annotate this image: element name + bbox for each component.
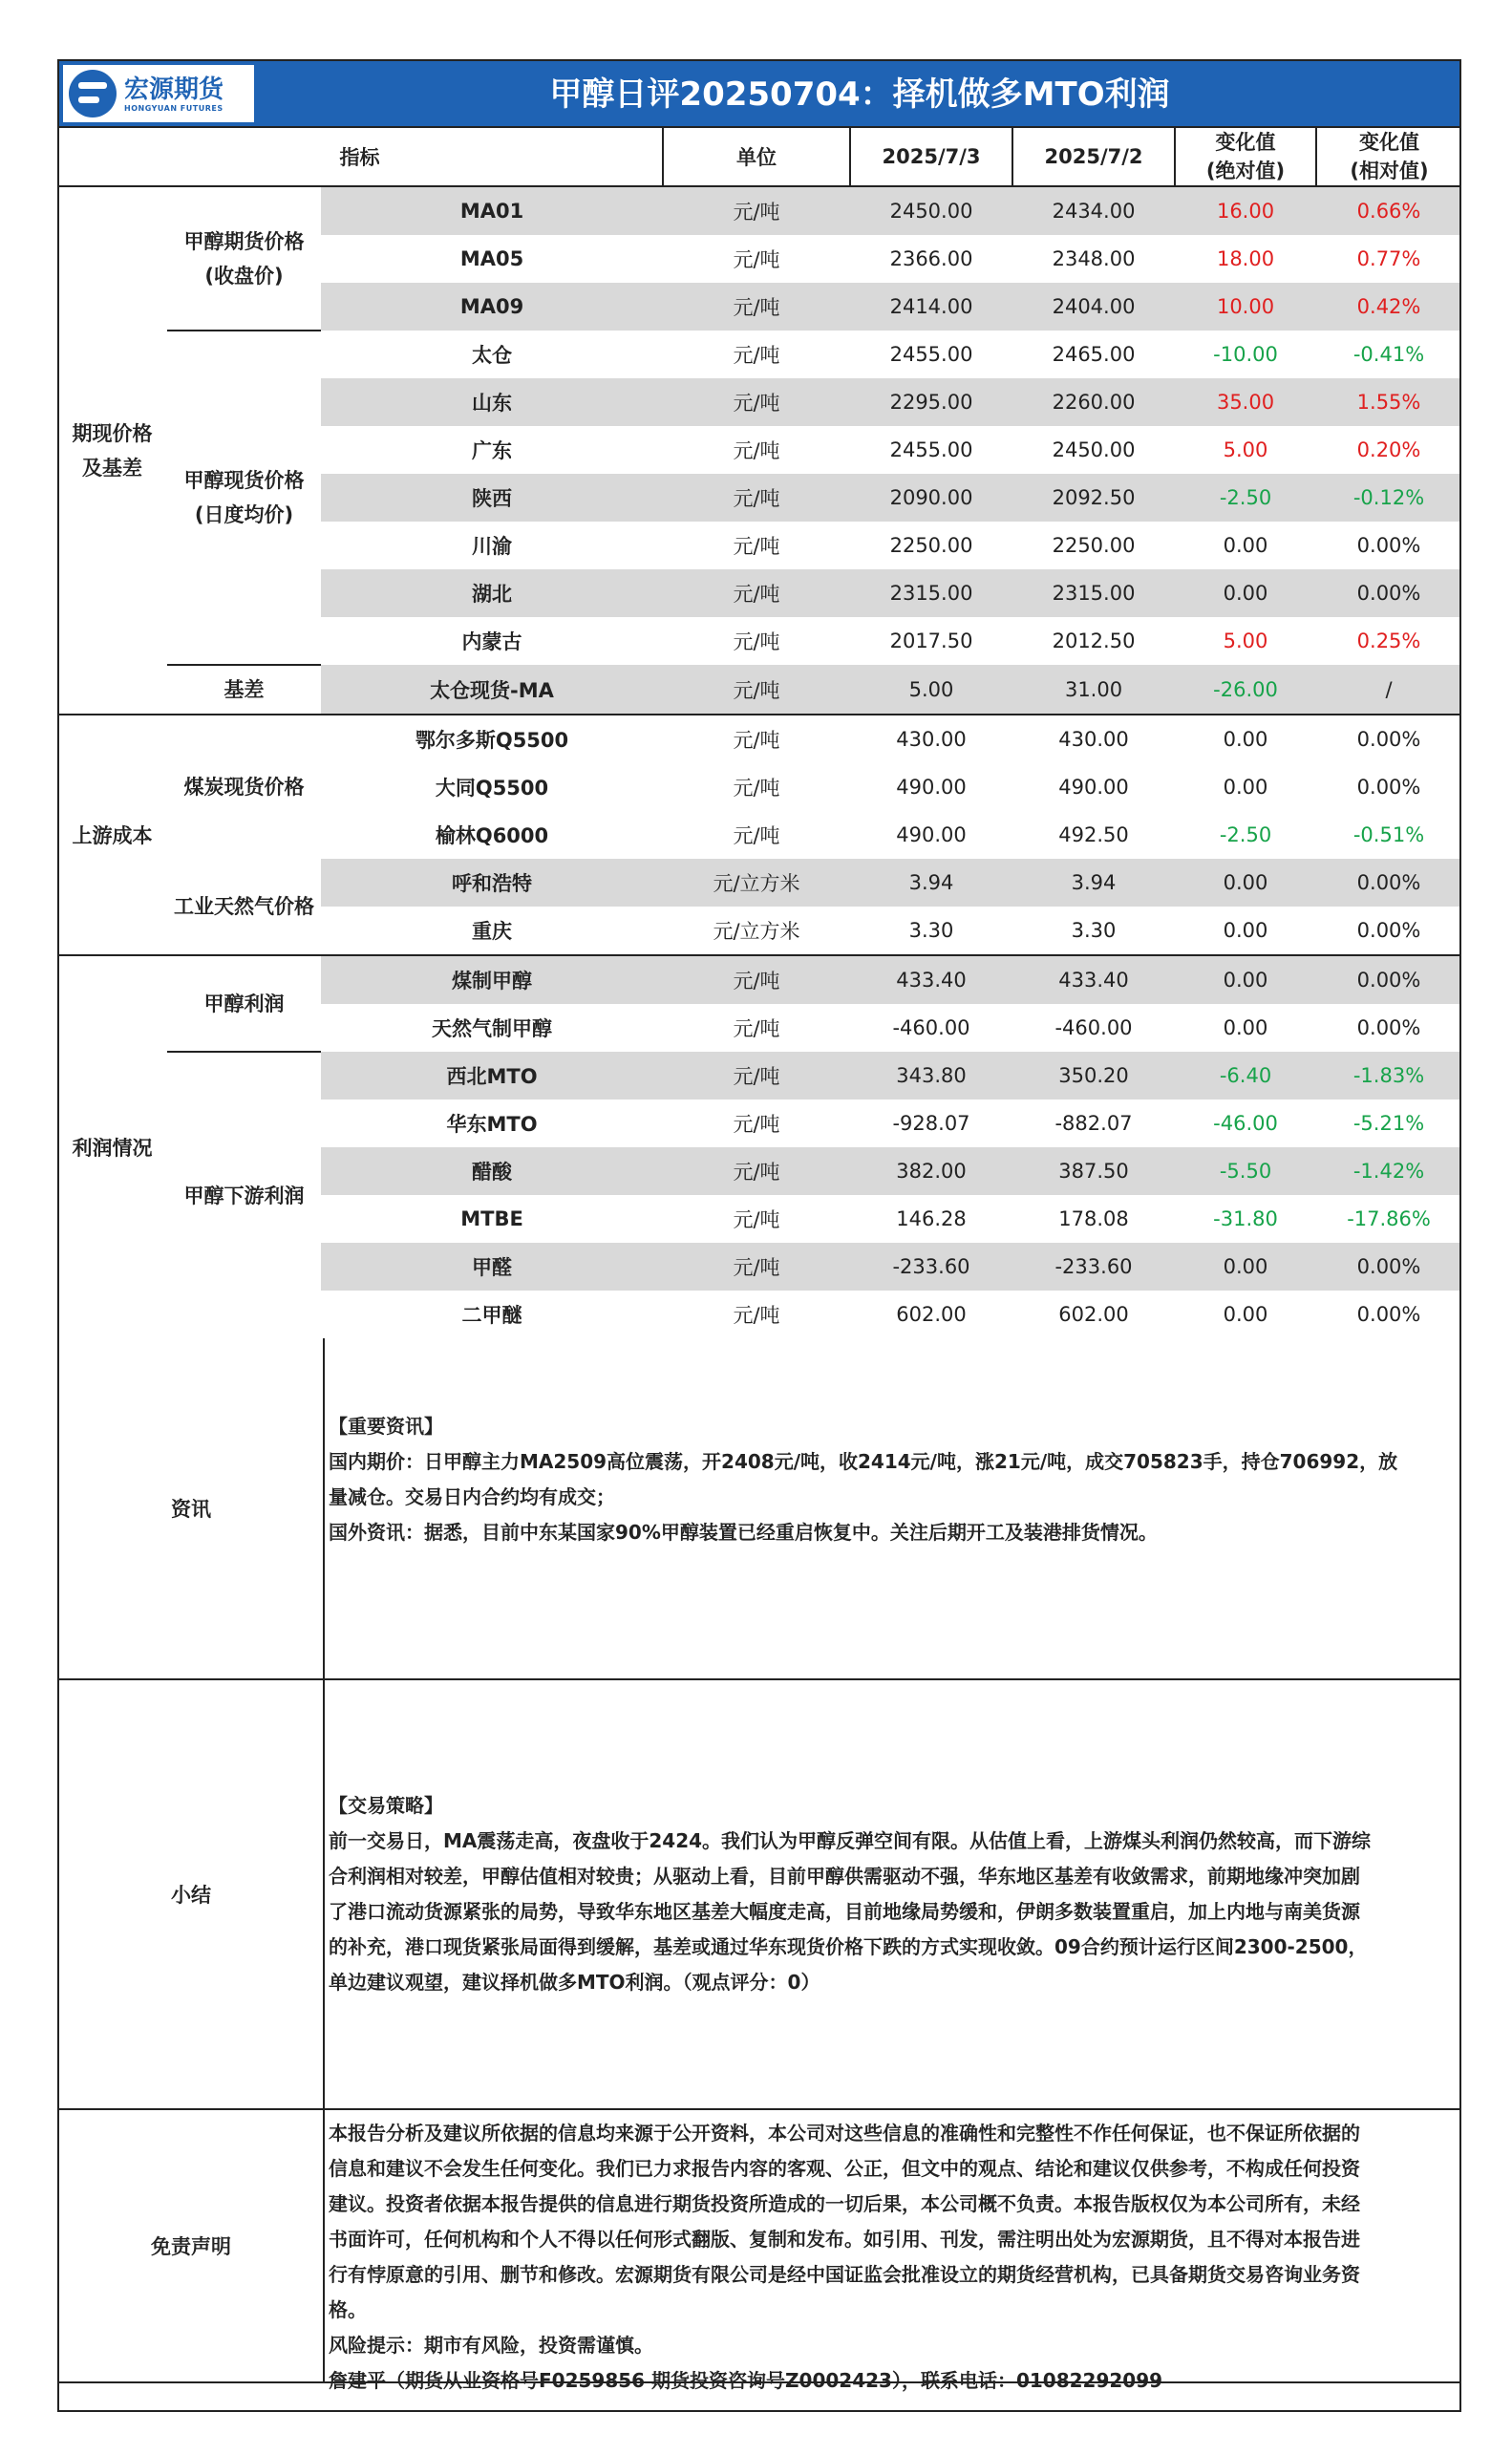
value-date2-cell: 387.50 bbox=[1012, 1147, 1175, 1195]
rel-change-cell: -17.86% bbox=[1347, 1207, 1431, 1230]
news-section bbox=[57, 1338, 1461, 1680]
summary-label: 小结 bbox=[59, 1680, 325, 2108]
value-date2-cell: -233.60 bbox=[1012, 1243, 1175, 1291]
rel-change-cell: 0.00% bbox=[1356, 919, 1421, 942]
summary-heading: 【交易策略】 bbox=[329, 1794, 443, 1817]
indicator-name-cell: MA01 bbox=[321, 186, 663, 235]
value-date2-cell: 2012.50 bbox=[1052, 630, 1136, 652]
rel-change-cell: 0.77% bbox=[1356, 247, 1421, 270]
table-row bbox=[57, 715, 1461, 763]
unit-cell: 元/吨 bbox=[733, 535, 780, 558]
abs-change-cell: 16.00 bbox=[1175, 186, 1316, 235]
value-date1-cell: 433.40 bbox=[850, 955, 1012, 1004]
indicator-name-cell: 大同Q5500 bbox=[435, 777, 549, 800]
unit-cell: 元/吨 bbox=[733, 1113, 780, 1136]
disclaimer-line: 风险提示：期市有风险，投资需谨慎。 bbox=[329, 2334, 653, 2357]
indicator-name-cell: 广东 bbox=[472, 439, 512, 462]
unit-cell: 元/吨 bbox=[733, 630, 780, 653]
unit-cell: 元/吨 bbox=[733, 248, 780, 271]
value-date2-cell: 178.08 bbox=[1058, 1207, 1129, 1230]
unit-cell: 元/吨 bbox=[663, 715, 850, 763]
rel-change-cell: 0.66% bbox=[1316, 186, 1461, 235]
abs-change-cell: -2.50 bbox=[1175, 474, 1316, 522]
value-date1-cell: 2315.00 bbox=[850, 569, 1012, 617]
abs-change-cell: 0.00 bbox=[1223, 1016, 1268, 1039]
disclaimer-line: 行有悖原意的引用、删节和修改。宏源期货有限公司是经中国证监会批准设立的期货经营机构，已具备期货交易咨询业务资 bbox=[329, 2263, 1360, 2286]
category-cell: 期现价格 及基差 bbox=[72, 421, 153, 480]
rel-change-cell: -1.42% bbox=[1316, 1147, 1461, 1195]
rel-change-cell: 0.00% bbox=[1316, 1243, 1461, 1291]
value-date2-cell: 2315.00 bbox=[1012, 569, 1175, 617]
value-date2-cell: 3.94 bbox=[1012, 859, 1175, 907]
value-date1-cell: 2366.00 bbox=[889, 247, 973, 270]
value-date1-cell: 3.94 bbox=[850, 859, 1012, 907]
abs-change-cell: -5.50 bbox=[1175, 1147, 1316, 1195]
unit-cell: 元/吨 bbox=[663, 569, 850, 617]
subcategory-cell: 煤炭现货价格 bbox=[167, 715, 321, 859]
unit-cell: 元/吨 bbox=[733, 1208, 780, 1231]
indicator-name-cell: 太仓 bbox=[472, 344, 512, 367]
rel-change-cell: 0.00% bbox=[1356, 1303, 1421, 1326]
value-date2-cell: 430.00 bbox=[1012, 715, 1175, 763]
abs-change-cell: 0.00 bbox=[1175, 955, 1316, 1004]
rel-change-cell: -0.51% bbox=[1352, 823, 1425, 846]
indicator-name-cell: MA05 bbox=[459, 247, 524, 270]
unit-cell: 元/吨 bbox=[733, 439, 780, 462]
indicator-name-cell: 鄂尔多斯Q5500 bbox=[321, 715, 663, 763]
rel-change-cell: 0.00% bbox=[1356, 534, 1421, 557]
indicator-name-cell: 重庆 bbox=[472, 920, 512, 943]
abs-change-cell: 0.00 bbox=[1175, 1243, 1316, 1291]
value-date2-cell: 2450.00 bbox=[1052, 438, 1136, 461]
value-date1-cell: 490.00 bbox=[896, 823, 967, 846]
unit-cell: 元/吨 bbox=[733, 824, 780, 847]
header-indicator: 指标 bbox=[57, 127, 663, 186]
value-date2-cell: 2404.00 bbox=[1012, 283, 1175, 331]
value-date1-cell: 2295.00 bbox=[850, 378, 1012, 426]
header-rel-change: 变化值 (相对值) bbox=[1316, 127, 1461, 186]
indicator-name-cell: 川渝 bbox=[472, 535, 512, 558]
table-row bbox=[57, 955, 1461, 1004]
indicator-name-cell: MA09 bbox=[321, 283, 663, 331]
unit-cell: 元/吨 bbox=[733, 777, 780, 800]
value-date1-cell: -928.07 bbox=[892, 1112, 970, 1135]
summary-line: 合利润相对较差，甲醇估值相对较贵；从驱动上看，目前甲醇供需驱动不强，华东地区基差有收敛需求，前期地缘冲突加剧 bbox=[329, 1865, 1360, 1888]
value-date1-cell: 2455.00 bbox=[889, 343, 973, 366]
subcategory-cell: 工业天然气价格 bbox=[174, 895, 314, 918]
title-bar bbox=[57, 59, 1461, 126]
value-date2-cell: -460.00 bbox=[1054, 1016, 1133, 1039]
abs-change-cell: 0.00 bbox=[1223, 534, 1268, 557]
subcategory-cell: 甲醇期货价格 (收盘价) bbox=[183, 229, 305, 288]
rel-change-cell: / bbox=[1316, 665, 1461, 715]
news-line: 国外资讯：据悉，目前中东某国家90%甲醇装置已经重启恢复中。关注后期开工及装港排货情况。 bbox=[329, 1521, 1158, 1544]
value-date1-cell: 2450.00 bbox=[850, 186, 1012, 235]
value-date2-cell: 2250.00 bbox=[1052, 534, 1136, 557]
rel-change-cell: 0.25% bbox=[1356, 630, 1421, 652]
value-date1-cell: 146.28 bbox=[896, 1207, 967, 1230]
table-header-row bbox=[57, 127, 1461, 186]
abs-change-cell: 10.00 bbox=[1175, 283, 1316, 331]
table-row bbox=[57, 859, 1461, 907]
unit-cell: 元/吨 bbox=[663, 1243, 850, 1291]
summary-section bbox=[57, 1680, 1461, 2110]
value-date2-cell: 2348.00 bbox=[1052, 247, 1136, 270]
news-heading: 【重要资讯】 bbox=[329, 1415, 443, 1438]
indicator-name-cell: 榆林Q6000 bbox=[435, 824, 549, 847]
table-row bbox=[57, 1052, 1461, 1099]
indicator-name-cell: 太仓现货-MA bbox=[321, 665, 663, 715]
unit-cell: 元/吨 bbox=[733, 344, 780, 367]
logo-en-text: HONGYUAN FUTURES bbox=[124, 103, 224, 113]
abs-change-cell: 0.00 bbox=[1223, 919, 1268, 942]
rel-change-cell: 0.00% bbox=[1316, 955, 1461, 1004]
value-date1-cell: 490.00 bbox=[896, 776, 967, 799]
value-date1-cell: 430.00 bbox=[850, 715, 1012, 763]
indicator-name-cell: 煤制甲醇 bbox=[321, 955, 663, 1004]
value-date2-cell: -882.07 bbox=[1054, 1112, 1133, 1135]
abs-change-cell: 18.00 bbox=[1216, 247, 1275, 270]
indicator-name-cell: 甲醛 bbox=[321, 1243, 663, 1291]
abs-change-cell: 35.00 bbox=[1175, 378, 1316, 426]
disclaimer-label: 免责声明 bbox=[59, 2110, 325, 2381]
disclaimer-line: 詹建平（期货从业资格号F0259856 期货投资咨询号Z0002423），联系电话：01082292099 bbox=[329, 2369, 1163, 2392]
value-date2-cell: 2092.50 bbox=[1012, 474, 1175, 522]
news-label: 资讯 bbox=[59, 1338, 325, 1678]
indicator-name-cell: 呼和浩特 bbox=[321, 859, 663, 907]
header-unit: 单位 bbox=[663, 127, 850, 186]
value-date2-cell: 490.00 bbox=[1058, 776, 1129, 799]
rel-change-cell: 0.00% bbox=[1356, 1016, 1421, 1039]
abs-change-cell: 0.00 bbox=[1175, 569, 1316, 617]
disclaimer-body bbox=[325, 2110, 1459, 2392]
rel-change-cell: -1.83% bbox=[1316, 1052, 1461, 1099]
indicator-name-cell: 湖北 bbox=[321, 569, 663, 617]
indicator-name-cell: 醋酸 bbox=[321, 1147, 663, 1195]
unit-cell: 元/吨 bbox=[663, 1147, 850, 1195]
unit-cell: 元/吨 bbox=[663, 955, 850, 1004]
value-date2-cell: 602.00 bbox=[1058, 1303, 1129, 1326]
unit-cell: 元/吨 bbox=[663, 665, 850, 715]
header-date1: 2025/7/3 bbox=[850, 127, 1012, 186]
unit-cell: 元/吨 bbox=[663, 378, 850, 426]
indicator-name-cell: 西北MTO bbox=[321, 1052, 663, 1099]
disclaimer-line: 书面许可，任何机构和个人不得以任何形式翻版、复制和发布。如引用、刊发，需注明出处为宏源期货，且不得对本报告进 bbox=[329, 2228, 1360, 2251]
table-row bbox=[57, 331, 1461, 378]
summary-line: 前一交易日，MA震荡走高，夜盘收于2424。我们认为甲醇反弹空间有限。从估值上看，上游煤头利润仍然较高，而下游综 bbox=[329, 1829, 1372, 1852]
indicator-name-cell: 二甲醚 bbox=[461, 1304, 522, 1327]
header-date2: 2025/7/2 bbox=[1012, 127, 1175, 186]
summary-line: 了港口流动货源紧张的局势，导致华东地区基差大幅度走高，目前地缘局势缓和，伊朗多数装置重启，加上内地与南美货源 bbox=[329, 1900, 1360, 1923]
disclaimer-section bbox=[57, 2110, 1461, 2392]
value-date2-cell: 492.50 bbox=[1058, 823, 1129, 846]
value-date1-cell: 382.00 bbox=[850, 1147, 1012, 1195]
value-date1-cell: 5.00 bbox=[850, 665, 1012, 715]
news-body bbox=[325, 1338, 1459, 1678]
rel-change-cell: 0.00% bbox=[1356, 776, 1421, 799]
report-title: 甲醇日评20250704：择机做多MTO利润 bbox=[549, 75, 1170, 114]
value-date2-cell: 3.30 bbox=[1071, 919, 1117, 942]
value-date1-cell: 3.30 bbox=[908, 919, 954, 942]
rel-change-cell: 0.00% bbox=[1316, 859, 1461, 907]
value-date1-cell: 2250.00 bbox=[889, 534, 973, 557]
unit-cell: 元/立方米 bbox=[713, 920, 800, 943]
rel-change-cell: -0.41% bbox=[1352, 343, 1425, 366]
indicator-name-cell: 华东MTO bbox=[446, 1113, 538, 1136]
header-abs-change: 变化值 (绝对值) bbox=[1175, 127, 1316, 186]
rel-change-cell: 0.42% bbox=[1316, 283, 1461, 331]
unit-cell: 元/立方米 bbox=[663, 859, 850, 907]
value-date1-cell: 343.80 bbox=[850, 1052, 1012, 1099]
report-sheet bbox=[57, 59, 1461, 2392]
subcategory-cell: 甲醇现货价格 (日度均价) bbox=[167, 331, 321, 665]
abs-change-cell: -2.50 bbox=[1219, 823, 1272, 846]
value-date2-cell: 2465.00 bbox=[1052, 343, 1136, 366]
abs-change-cell: -46.00 bbox=[1213, 1112, 1278, 1135]
summary-body bbox=[325, 1680, 1459, 2108]
abs-change-cell: 0.00 bbox=[1223, 1303, 1268, 1326]
indicator-name-cell: 天然气制甲醇 bbox=[432, 1017, 552, 1040]
value-date2-cell: 2434.00 bbox=[1012, 186, 1175, 235]
summary-line: 单边建议观望，建议择机做多MTO利润。（观点评分：0） bbox=[329, 1971, 820, 1994]
abs-change-cell: -10.00 bbox=[1213, 343, 1278, 366]
rel-change-cell: 0.00% bbox=[1316, 715, 1461, 763]
abs-change-cell: -6.40 bbox=[1175, 1052, 1316, 1099]
value-date2-cell: 350.20 bbox=[1012, 1052, 1175, 1099]
indicator-table bbox=[57, 126, 1461, 1338]
disclaimer-line: 信息和建议不会发生任何变化。我们已力求报告内容的客观、公正，但文中的观点、结论和建议仅供参考，不构成任何投资 bbox=[329, 2157, 1360, 2180]
rel-change-cell: 1.55% bbox=[1316, 378, 1461, 426]
disclaimer-line: 本报告分析及建议所依据的信息均来源于公开资料，本公司对这些信息的准确性和完整性不作任何保证，也不保证所依据的 bbox=[329, 2122, 1360, 2145]
value-date1-cell: 2455.00 bbox=[889, 438, 973, 461]
value-date1-cell: 2090.00 bbox=[850, 474, 1012, 522]
abs-change-cell: -31.80 bbox=[1213, 1207, 1278, 1230]
summary-line: 的补充，港口现货紧张局面得到缓解，基差或通过华东现货价格下跌的方式实现收敛。09合约预计运行区间2300-2500， bbox=[329, 1935, 1368, 1958]
table-row bbox=[57, 665, 1461, 715]
unit-cell: 元/吨 bbox=[663, 186, 850, 235]
abs-change-cell: 0.00 bbox=[1223, 776, 1268, 799]
logo-icon bbox=[69, 70, 117, 117]
disclaimer-line: 格。 bbox=[329, 2298, 367, 2321]
abs-change-cell: 5.00 bbox=[1223, 438, 1268, 461]
value-date2-cell: 31.00 bbox=[1012, 665, 1175, 715]
company-logo bbox=[63, 65, 254, 122]
abs-change-cell: 0.00 bbox=[1175, 859, 1316, 907]
rel-change-cell: -5.21% bbox=[1352, 1112, 1425, 1135]
indicator-name-cell: 陕西 bbox=[321, 474, 663, 522]
value-date2-cell: 2260.00 bbox=[1012, 378, 1175, 426]
abs-change-cell: -26.00 bbox=[1175, 665, 1316, 715]
abs-change-cell: 5.00 bbox=[1223, 630, 1268, 652]
logo-cn-text: 宏源期货 bbox=[124, 75, 224, 104]
news-line: 量减仓。交易日内合约均有成交； bbox=[329, 1485, 615, 1508]
rel-change-cell: -0.12% bbox=[1316, 474, 1461, 522]
category-cell: 利润情况 bbox=[57, 955, 167, 1338]
value-date1-cell: 602.00 bbox=[896, 1303, 967, 1326]
value-date1-cell: -233.60 bbox=[850, 1243, 1012, 1291]
subcategory-cell: 甲醇下游利润 bbox=[167, 1052, 321, 1338]
category-cell: 上游成本 bbox=[57, 715, 167, 955]
disclaimer-line: 建议。投资者依据本报告提供的信息进行期货投资所造成的一切后果，本公司概不负责。本报告版权仅为本公司所有，未经 bbox=[329, 2192, 1360, 2215]
subcategory-cell: 基差 bbox=[167, 665, 321, 715]
abs-change-cell: 0.00 bbox=[1175, 715, 1316, 763]
value-date1-cell: -460.00 bbox=[892, 1016, 970, 1039]
unit-cell: 元/吨 bbox=[733, 1017, 780, 1040]
value-date1-cell: 2017.50 bbox=[889, 630, 973, 652]
indicator-name-cell: 内蒙古 bbox=[461, 630, 522, 653]
value-date2-cell: 433.40 bbox=[1012, 955, 1175, 1004]
unit-cell: 元/吨 bbox=[733, 1304, 780, 1327]
rel-change-cell: 0.20% bbox=[1356, 438, 1421, 461]
unit-cell: 元/吨 bbox=[663, 1052, 850, 1099]
table-row bbox=[57, 186, 1461, 235]
indicator-name-cell: MTBE bbox=[460, 1207, 523, 1230]
news-line: 国内期价：日甲醇主力MA2509高位震荡，开2408元/吨，收2414元/吨，涨21元/吨，成交705823手，持仓706992，放 bbox=[329, 1450, 1398, 1473]
unit-cell: 元/吨 bbox=[663, 283, 850, 331]
rel-change-cell: 0.00% bbox=[1316, 569, 1461, 617]
value-date1-cell: 2414.00 bbox=[850, 283, 1012, 331]
unit-cell: 元/吨 bbox=[663, 474, 850, 522]
subcategory-cell: 甲醇利润 bbox=[167, 955, 321, 1052]
indicator-name-cell: 山东 bbox=[321, 378, 663, 426]
